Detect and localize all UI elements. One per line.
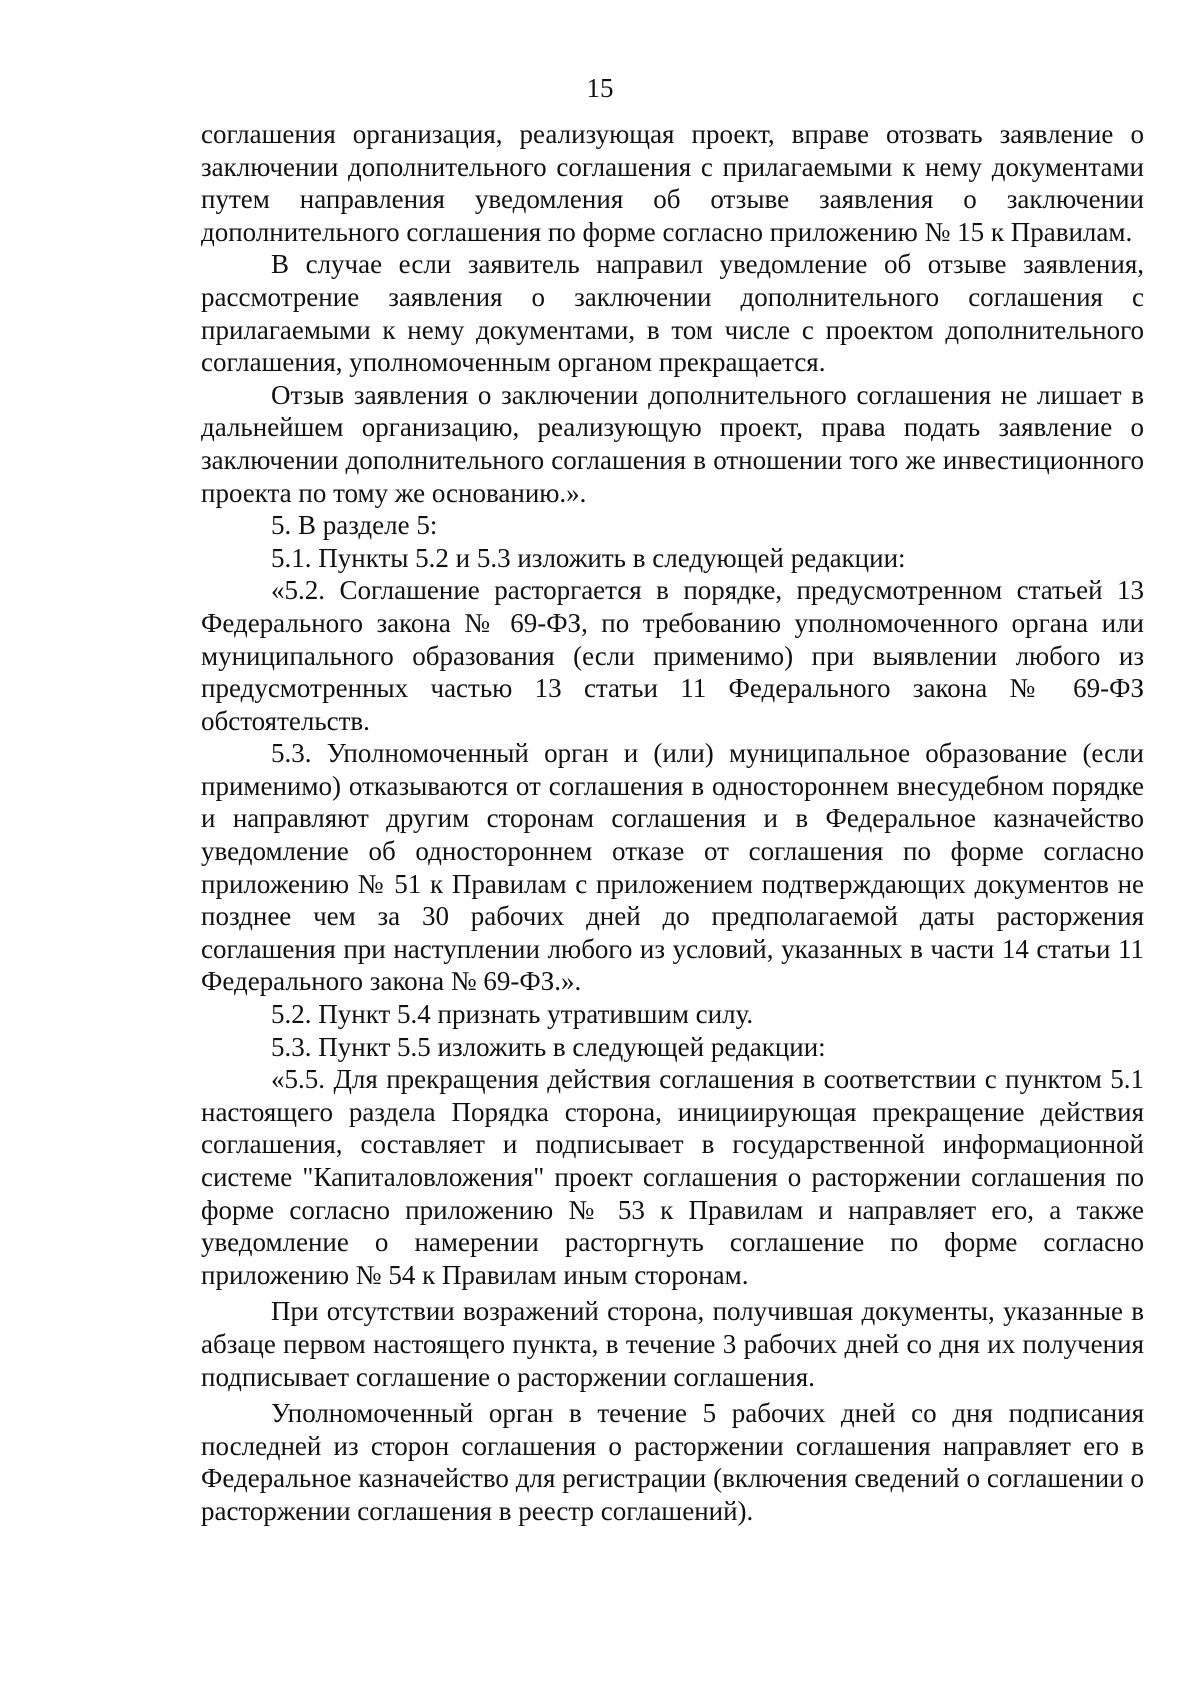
- paragraph-item-5-2: 5.2. Пункт 5.4 признать утратившим силу.: [271, 999, 754, 1030]
- paragraph-clause-5-2: «5.2. Соглашение расторгается в порядке, предусмотренном статьей 13 Федерального закона № 69-ФЗ, по требованию уполномоченного органа или муниципального образования (если применимо) при выявлении любого из предусмотренных частью 13 статьи 11 Федерального закона № 69-ФЗ обстоятельств.: [201, 575, 1144, 736]
- page-number: 15: [586, 73, 614, 103]
- paragraph-withdrawal-notice: В случае если заявитель направил уведомление об отзыве заявления, рассмотрение заявления о заключении дополнительного соглашения с прилагаемыми к нему документами, в том числе с проектом дополнительного соглашения, уполномоченным органом прекращается.: [201, 249, 1144, 378]
- paragraph-clause-5-5: «5.5. Для прекращения действия соглашения в соответствии с пунктом 5.1 настоящего раздела Порядка сторона, инициирующая прекращение действия соглашения, составляет и подписывает в государственной информационной системе "Капиталовложения" проект соглашения о расторжении соглашения по форме согласно приложению № 53 к Правилам и направляет его, а также уведомление о намерении расторгнуть соглашение по форме согласно приложению № 54 к Правилам иным сторонам.: [201, 1064, 1144, 1290]
- paragraph-item-5-3: 5.3. Пункт 5.5 изложить в следующей редакции:: [271, 1031, 826, 1062]
- paragraph-item-5-1: 5.1. Пункты 5.2 и 5.3 изложить в следующей редакции:: [271, 542, 906, 573]
- paragraph-no-objections: При отсутствии возражений сторона, получившая документы, указанные в абзаце первом настоящего пункта, в течение 3 рабочих дней со дня их получения подписывает соглашение о расторжении соглашения.: [201, 1296, 1144, 1392]
- document-body: [201, 118, 1144, 1528]
- paragraph-withdrawal-effect: Отзыв заявления о заключении дополнительного соглашения не лишает в дальнейшем организацию, реализующую проект, права подать заявление о заключении дополнительного соглашения в отношении того же инвестиционного проекта по тому же основанию.».: [201, 379, 1144, 508]
- paragraph-section-5: 5. В разделе 5:: [271, 510, 438, 541]
- paragraph-clause-5-3: 5.3. Уполномоченный орган и (или) муниципальное образование (если применимо) отказываются от соглашения в одностороннем внесудебном порядке и направляют другим сторонам соглашения и в Федеральное казначейство уведомление об одностороннем отказе от соглашения по форме согласно приложению № 51 к Правилам с приложением подтверждающих документов не позднее чем за 30 рабочих дней до предполагаемой даты расторжения соглашения при наступлении любого из условий, указанных в части 14 статьи 11 Федерального закона № 69-ФЗ.».: [201, 738, 1144, 997]
- paragraph-registration: Уполномоченный орган в течение 5 рабочих дней со дня подписания последней из сторон соглашения о расторжении соглашения направляет его в Федеральное казначейство для регистрации (включения сведений о соглашении о расторжении соглашения в реестр соглашений).: [201, 1398, 1144, 1526]
- paragraph-continuation: соглашения организация, реализующая проект, вправе отозвать заявление о заключении дополнительного соглашения с прилагаемыми к нему документами путем направления уведомления об отзыве заявления о заключении дополнительного соглашения по форме согласно приложению № 15 к Правилам.: [201, 119, 1144, 247]
